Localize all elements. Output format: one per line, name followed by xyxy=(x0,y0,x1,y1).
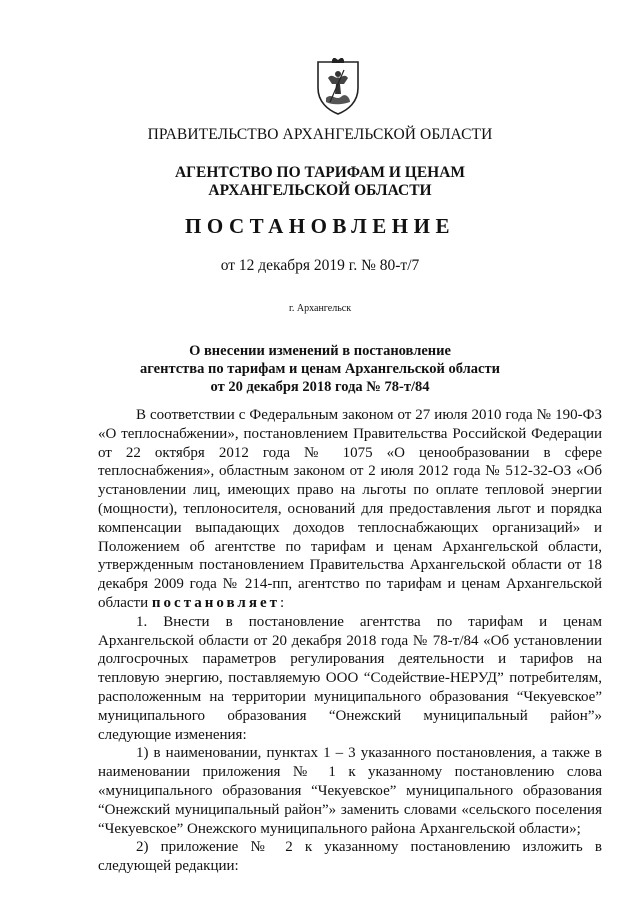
document-type-title: ПОСТАНОВЛЕНИЕ xyxy=(185,214,455,238)
document-body xyxy=(98,406,602,876)
body-paragraph-subitem2: 2) приложение № 2 к указанному постановлению изложить в следующей редакции: xyxy=(98,839,602,875)
government-name: ПРАВИТЕЛЬСТВО АРХАНГЕЛЬСКОЙ ОБЛАСТИ xyxy=(147,126,493,143)
body-paragraph-preamble xyxy=(98,406,602,613)
agency-name-line1: АГЕНТСТВО ПО ТАРИФАМ И ЦЕНАМ xyxy=(174,164,466,181)
agency-name-line2: АРХАНГЕЛЬСКОЙ ОБЛАСТИ xyxy=(208,182,432,199)
body-paragraph-subitem1: 1) в наименовании, пунктах 1 – 3 указанного постановления, а также в наименовании приложения № 1 к указанному постановлению слова «муниципального образования “Чекуевское” муниципального образования “Онежский муниципальный район”» заменить словами «сельского поселения “Чекуевское” Онежского муниципального района Архангельской области»; xyxy=(98,745,602,837)
preamble-text: В соответствии с Федеральным законом от 27 июля 2010 года № 190-ФЗ «О теплоснабжении», постановлением Правительства Российской Федерации от 22 октября 2012 года № 1075 «О ценообразовании в сфере теплоснабжения», областным законом от 2 июля 2012 года № 512-32-ОЗ «Об установлении лиц, имеющих право на льготы по оплате тепловой энергии (мощности), теплоносителя, оснований для предоставления льгот и порядка компенсации выпадающих доходов теплоснабжающих организаций» и Положением об агентстве по тарифам и ценам Архангельской области, утвержденным постановлением Правительства Архангельской области от 18 декабря 2009 года № 214-пп, агентство по тарифам и ценам Архангельской области xyxy=(98,407,602,611)
document-subject xyxy=(0,342,640,396)
body-paragraph-item1: 1. Внести в постановление агентства по тарифам и ценам Архангельской области от 20 декабря 2018 года № 78-т/84 «Об установлении долгосрочных параметров регулирования деятельности и тарифов на тепловую энергию, поставляемую ООО “Содействие-НЕРУД” потребителям, расположенным на территории муниципального образования “Чекуевское” муниципального образования “Онежский муниципальный район”» следующие изменения: xyxy=(98,613,602,743)
document-city: г. Архангельск xyxy=(288,303,352,314)
agency-name xyxy=(0,164,640,200)
subject-line2: агентства по тарифам и ценам Архангельской области xyxy=(140,361,500,377)
subject-line1: О внесении изменений в постановление xyxy=(189,343,451,359)
decree-keyword: постановляет xyxy=(151,594,280,611)
document-date-number: от 12 декабря 2019 г. № 80-т/7 xyxy=(220,257,420,274)
preamble-end: : xyxy=(280,594,285,611)
coat-of-arms-icon xyxy=(314,58,362,116)
subject-line3: от 20 декабря 2018 года № 78-т/84 xyxy=(210,379,430,395)
